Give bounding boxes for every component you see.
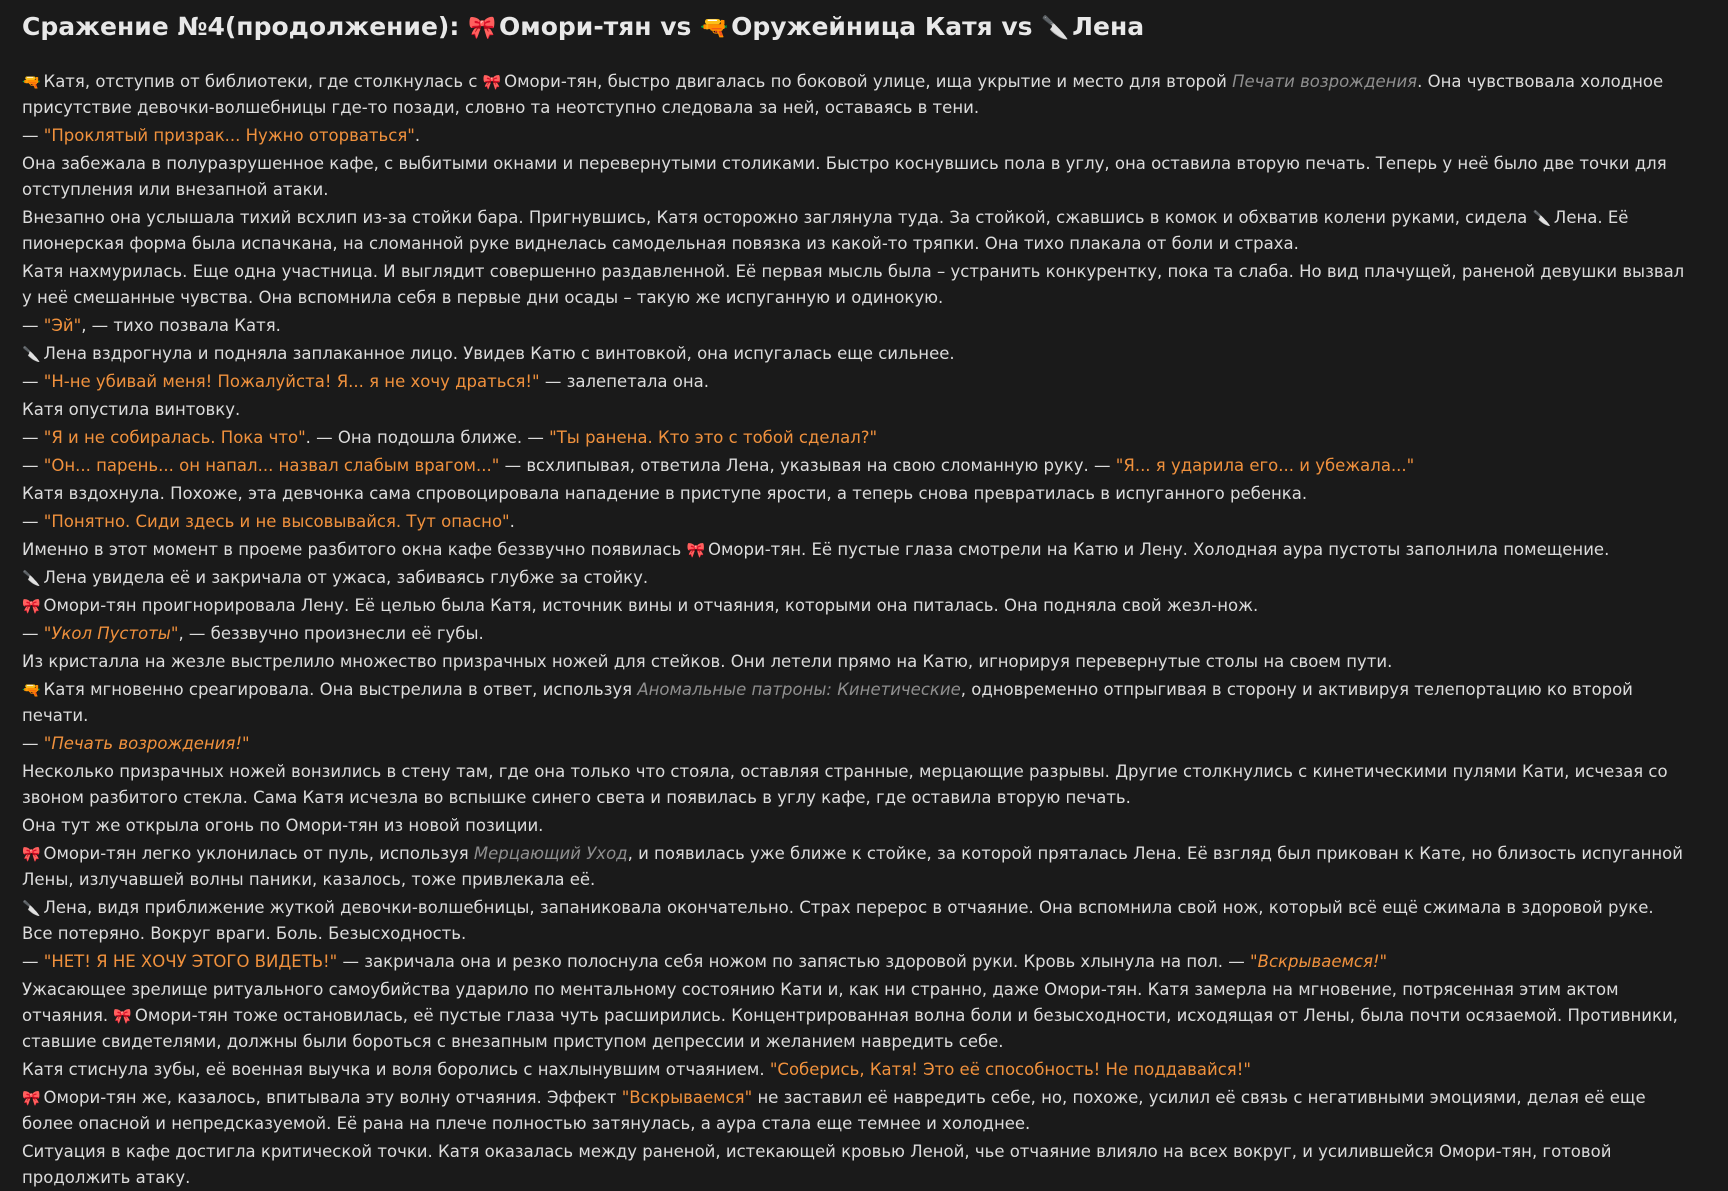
story-paragraph	[22, 509, 1688, 535]
story-paragraph	[22, 425, 1688, 451]
narration-text: Катя опустила винтовку.	[22, 400, 241, 419]
narration-text: —	[22, 734, 44, 753]
story-paragraph	[22, 649, 1688, 675]
dialogue-quote: "Соберись, Катя! Это её способность! Не поддавайся!"	[769, 1060, 1251, 1079]
ability-name: Мерцающий Уход	[473, 844, 628, 863]
skill-callout: "Печать возрождения!"	[43, 734, 250, 753]
battle-title	[22, 6, 1688, 49]
narration-text: Она тут же открыла огонь по Омори-тян из новой позиции.	[22, 816, 544, 835]
ability-name: Аномальные патроны: Кинетические	[637, 680, 961, 699]
narration-text: Внезапно она услышала тихий всхлип из-за стойки бара. Пригнувшись, Катя осторожно заглянула туда. За стойкой, сжавшись в комок и обхватив колени руками, сидела	[22, 208, 1533, 227]
story-paragraph	[22, 677, 1688, 729]
dialogue-quote: "Я... я ударила его... и убежала..."	[1115, 456, 1415, 475]
story-paragraph	[22, 481, 1688, 507]
narration-text: Лена, видя приближение жуткой девочки-волшебницы, запаниковала окончательно. Страх перерос в отчаяние. Она вспомнила свой нож, который всё ещё сжимала в здоровой руке. Все потеряно. Вокруг враги. Боль. Безысходность.	[22, 898, 1654, 943]
story-paragraph	[22, 949, 1688, 975]
story-paragraph	[22, 151, 1688, 203]
dialogue-quote: "Вскрываемся"	[621, 1088, 753, 1107]
narration-text: не заставил её навредить себе, но, похоже, усилил её связь с негативными эмоциями, делая её еще более опасной и непредсказуемой. Её рана на плече полностью затянулась, а аура стала еще темнее и холоднее.	[22, 1088, 1646, 1133]
narration-text: Катя мгновенно среагировала. Она выстрелила в ответ, используя	[43, 680, 638, 699]
story-paragraph	[22, 565, 1688, 591]
rifle-icon: 🔫	[22, 73, 41, 91]
narration-text: Омори-тян тоже остановилась, её пустые глаза чуть расширились. Концентрированная волна боли и безысходности, исходящая от Лены, была почти осязаемой. Противники, ставшие свидетелями, должны были бороться с внезапным приступом депрессии и желанием навредить себе.	[22, 1006, 1678, 1051]
narration-text: Ситуация в кафе достигла критической точки. Катя оказалась между раненой, истекающей кровью Леной, чье отчаяние влияло на всех вокруг, и усилившейся Омори-тян, готовой продолжить атаку.	[22, 1142, 1612, 1187]
skill-callout: "Вскрываемся!"	[1250, 952, 1388, 971]
narration-text: Омори-тян. Её пустые глаза смотрели на Катю и Лену. Холодная аура пустоты заполнила помещение.	[708, 540, 1610, 559]
narration-text: Из кристалла на жезле выстрелило множество призрачных ножей для стейков. Они летели прямо на Катю, игнорируя перевернутые столы на своем пути.	[22, 652, 1393, 671]
narration-text: .	[509, 512, 515, 531]
title-prefix: Сражение №4(продолжение):	[22, 12, 469, 41]
rifle-icon: 🔫	[22, 681, 41, 699]
story-paragraph	[22, 621, 1688, 647]
narration-text: . Она чувствовала холодное присутствие девочки-волшебницы где-то позади, словно та неотступно следовала за ней, оставаясь в тени.	[22, 72, 1664, 117]
narration-text: — залепетала она.	[539, 372, 710, 391]
ribbon-bow-icon: 🎀	[482, 73, 502, 91]
narration-text: Омори-тян проигнорировала Лену. Её целью была Катя, источник вины и отчаяния, которыми она питалась. Она подняла свой жезл-нож.	[43, 596, 1259, 615]
narration-text: . — Она подошла ближе. —	[305, 428, 550, 447]
knife-icon: 🔪	[22, 569, 41, 587]
dialogue-quote: "Н-не убивай меня! Пожалуйста! Я... я не хочу драться!"	[43, 372, 540, 391]
narration-text: —	[22, 456, 44, 475]
story-paragraph	[22, 1057, 1688, 1083]
story-paragraph	[22, 537, 1688, 563]
narration-text: —	[22, 624, 44, 643]
knife-icon: 🔪	[22, 345, 41, 363]
narration-text: —	[22, 428, 44, 447]
story-paragraph	[22, 369, 1688, 395]
narration-text: , — тихо позвала Катя.	[81, 316, 281, 335]
story-paragraph	[22, 813, 1688, 839]
narration-text: Катя нахмурилась. Еще одна участница. И выглядит совершенно раздавленной. Её первая мысль была – устранить конкурентку, пока та слаба. Но вид плачущей, раненой девушки вызвал у неё смешанные чувства. Она вспомнила себя в первые дни осады – такую же испуганную и одинокую.	[22, 262, 1685, 307]
title-katya: Оружейница Катя	[731, 12, 993, 41]
narration-text: — всхлипывая, ответила Лена, указывая на свою сломанную руку. —	[499, 456, 1116, 475]
narration-text: Катя вздохнула. Похоже, эта девчонка сама спровоцировала нападение в приступе ярости, а теперь снова превратилась в испуганного ребенка.	[22, 484, 1308, 503]
dialogue-quote: "НЕТ! Я НЕ ХОЧУ ЭТОГО ВИДЕТЬ!"	[43, 952, 338, 971]
dialogue-quote: "Ты ранена. Кто это с тобой сделал?"	[549, 428, 878, 447]
narration-text: Именно в этот момент в проеме разбитого окна кафе беззвучно появилась	[22, 540, 687, 559]
rifle-icon: 🔫	[700, 15, 729, 41]
skill-callout: "Укол Пустоты"	[43, 624, 179, 643]
knife-icon: 🔪	[1041, 15, 1070, 41]
narration-text: Омори-тян, быстро двигалась по боковой улице, ища укрытие и место для второй	[504, 72, 1233, 91]
story-paragraph	[22, 1085, 1688, 1137]
ribbon-bow-icon: 🎀	[468, 15, 497, 41]
narration-text: —	[22, 316, 44, 335]
narration-text: , и появилась уже ближе к стойке, за которой пряталась Лена. Её взгляд был прикован к Кате, но близость испуганной Лены, излучавшей волны паники, казалось, тоже привлекала её.	[22, 844, 1683, 889]
narration-text: Омори-тян легко уклонилась от пуль, используя	[43, 844, 474, 863]
narration-text: —	[22, 512, 44, 531]
title-vs: vs	[651, 12, 701, 41]
ability-name: Печати возрождения	[1232, 72, 1418, 91]
narration-text: Она забежала в полуразрушенное кафе, с выбитыми окнами и перевернутыми столиками. Быстро коснувшись пола в углу, она оставила вторую печать. Теперь у неё было две точки для отступления или внезапной атаки.	[22, 154, 1667, 199]
story-paragraph	[22, 205, 1688, 257]
ribbon-bow-icon: 🎀	[113, 1007, 132, 1025]
narration-text: Лена. Её пионерская форма была испачкана, на сломанной руке виднелась самодельная повязка из какой-то тряпки. Она тихо плакала от боли и страха.	[22, 208, 1629, 253]
title-lena: Лена	[1072, 12, 1145, 41]
story-paragraph	[22, 593, 1688, 619]
narration-text: , — беззвучно произнесли её губы.	[178, 624, 484, 643]
dialogue-quote: "Проклятый призрак... Нужно оторваться"	[43, 126, 415, 145]
story-text	[22, 69, 1688, 1191]
narration-text: Несколько призрачных ножей вонзились в стену там, где она только что стояла, оставляя странные, мерцающие разрывы. Другие столкнулись с кинетическими пулями Кати, исчезая со звоном разбитого стекла. Сама Катя исчезла во вспышке синего света и появилась в углу кафе, где оставила вторую печать.	[22, 762, 1668, 807]
story-paragraph	[22, 1139, 1688, 1191]
narration-text: Лена увидела её и закричала от ужаса, забиваясь глубже за стойку.	[43, 568, 649, 587]
title-omori: Омори-тян	[499, 12, 652, 41]
knife-icon: 🔪	[1532, 209, 1551, 227]
story-paragraph	[22, 977, 1688, 1055]
story-paragraph	[22, 453, 1688, 479]
story-paragraph	[22, 123, 1688, 149]
dialogue-quote: "Он... парень... он напал... назвал слабым врагом..."	[43, 456, 500, 475]
narration-text: Ужасающее зрелище ритуального самоубийства ударило по ментальному состоянию Кати и, как ни странно, даже Омори-тян. Катя замерла на мгновение, потрясенная этим актом отчаяния.	[22, 980, 1619, 1025]
dialogue-quote: "Эй"	[43, 316, 82, 335]
dialogue-quote: "Понятно. Сиди здесь и не высовывайся. Тут опасно"	[43, 512, 510, 531]
ribbon-bow-icon: 🎀	[22, 1089, 41, 1107]
narration-text: —	[22, 372, 44, 391]
narration-text: Катя стиснула зубы, её военная выучка и воля боролись с нахлынувшим отчаянием.	[22, 1060, 770, 1079]
story-paragraph	[22, 69, 1688, 121]
narration-text: —	[22, 952, 44, 971]
narration-text: Катя, отступив от библиотеки, где столкнулась с	[43, 72, 483, 91]
narration-text: —	[22, 126, 44, 145]
narration-text: Омори-тян же, казалось, впитывала эту волну отчаяния. Эффект	[43, 1088, 622, 1107]
ribbon-bow-icon: 🎀	[22, 597, 41, 615]
narration-text: .	[414, 126, 421, 145]
narration-text: , одновременно отпрыгивая в сторону и активируя телепортацию ко второй печати.	[22, 680, 1633, 725]
ribbon-bow-icon: 🎀	[686, 541, 705, 559]
title-vs: vs	[992, 12, 1042, 41]
ribbon-bow-icon: 🎀	[22, 845, 41, 863]
story-paragraph	[22, 895, 1688, 947]
story-paragraph	[22, 759, 1688, 811]
story-paragraph	[22, 341, 1688, 367]
dialogue-quote: "Я и не собиралась. Пока что"	[43, 428, 306, 447]
story-paragraph	[22, 313, 1688, 339]
story-paragraph	[22, 259, 1688, 311]
narration-text: — закричала она и резко полоснула себя ножом по запястью здоровой руки. Кровь хлынула на пол. —	[337, 952, 1251, 971]
narration-text: Лена вздрогнула и подняла заплаканное лицо. Увидев Катю с винтовкой, она испугалась еще сильнее.	[43, 344, 955, 363]
story-paragraph	[22, 841, 1688, 893]
knife-icon: 🔪	[22, 899, 41, 917]
story-paragraph	[22, 731, 1688, 757]
story-paragraph	[22, 397, 1688, 423]
